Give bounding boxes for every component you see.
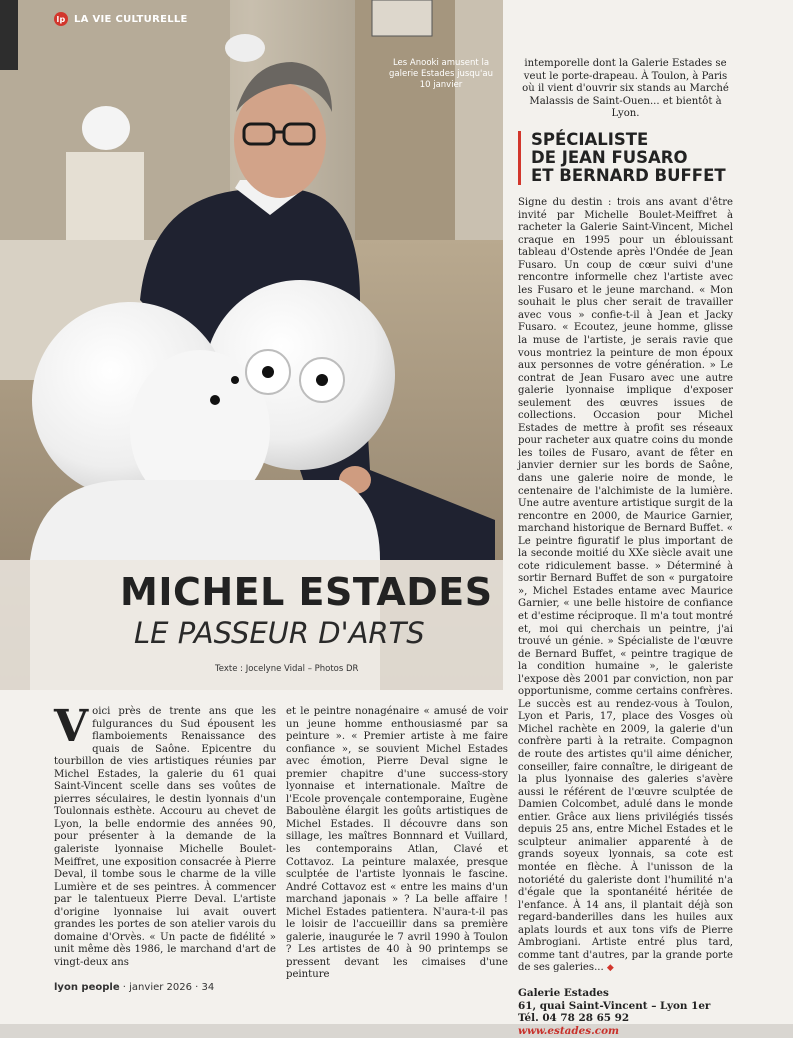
body-column-2-text: et le peintre nonagénaire « amusé de voir un jeune homme enthousiasmé par sa peinture ». « Premier artiste à me faire confiance », se souvient Michel Estades avec émotion, Pierre Deval signe le premier chapitre d'une success-story lyonnaise et internationale. Maître de l'Ecole provençale contemporaine, Eugène Baboulène élargit les goûts artistiques de Michel Estades. Il découvre dans son sillage, les maîtres Bonnnard et Vuillard, les contemporains Atlan, Clavé et Cottavoz. La peinture malaxée, presque sculptée de l'artiste lyonnais le fascine. André Cottavoz est « entre les mains d'un marchand japonais » ? La belle affaire ! Michel Estades patientera. N'aura-t-il pas le loisir de l'accueillir dans sa première galerie, inaugurée le 7 avril 1990 à Toulon ? Les artistes de 40 à 90 printemps se pressent devant les cimaises d'une peinture	[286, 706, 508, 981]
section-label: LA VIE CULTURELLE	[74, 13, 188, 25]
side-heading-line1: SPÉCIALISTE	[531, 129, 649, 149]
credit-photos: – Photos DR	[307, 664, 359, 674]
right-column	[518, 58, 733, 1038]
headline: MICHEL ESTADES	[120, 570, 493, 614]
body-column-2	[286, 706, 508, 982]
intro-continuation: intemporelle dont la Galerie Estades se veut le porte-drapeau. À Toulon, à Paris où il vient d'ouvrir six stands au Marché Malassis de Saint-Ouen... et bientôt à Lyon.	[522, 58, 729, 120]
drop-cap: V	[54, 701, 89, 752]
page-number: 34	[201, 982, 215, 993]
page-footer	[54, 982, 214, 993]
section-tag	[54, 12, 188, 26]
gallery-url[interactable]: www.estades.com	[518, 1025, 619, 1038]
side-heading-line3: ET BERNARD BUFFET	[531, 165, 726, 185]
cover-photo	[0, 0, 503, 690]
gallery-name: Galerie Estades	[518, 986, 609, 999]
photo-credit	[215, 664, 358, 674]
photo-caption: Les Anooki amusent la galerie Estades jusqu'au 10 janvier	[389, 58, 493, 90]
body-column-1	[54, 701, 276, 969]
gallery-phone: Tél. 04 78 28 65 92	[518, 1012, 630, 1025]
magazine-name: lyon people	[54, 982, 120, 993]
end-mark-icon: ◆	[606, 963, 614, 974]
gallery-address: 61, quai Saint-Vincent – Lyon 1er	[518, 999, 711, 1012]
right-column-text	[518, 197, 733, 975]
credit-author: Jocelyne Vidal	[245, 664, 305, 674]
issue-date: · janvier 2026 ·	[122, 982, 199, 993]
credit-label: Texte :	[215, 664, 243, 674]
gallery-info	[518, 987, 733, 1038]
side-heading-line2: DE JEAN FUSARO	[531, 147, 688, 167]
lp-logo-icon: lp	[54, 12, 68, 26]
side-heading	[518, 131, 733, 185]
right-column-body: Signe du destin : trois ans avant d'être invité par Michelle Boulet-Meiffret à racheter la Galerie Saint-Vincent, Michel craque en 1995 pour un éblouissant tableau d'Ostende après l'Ondée de Jean Fusaro. Un coup de cœur suivi d'une rencontre informelle chez l'artiste avec les Fusaro et le jeune marchand. « Mon souhait le plus cher serait de travailler avec vous » confie-t-il à Jean et Jacky Fusaro. « Ecoutez, jeune homme, glisse la muse de l'artiste, je serais ravie que vous montriez la peinture de mon époux aux personnes de votre génération. » Le contrat de Jean Fusaro avec une autre galerie lyonnaise implique d'exposer seulement des œuvres issues de collections. Occasion pour Michel Estades de mettre à profit ses réseaux pour racheter aux quatre coins du monde les toiles de Fusaro, avant de fêter en janvier dernier sur les bords de Saône, dans une galerie noire de monde, le centenaire de l'alchimiste de la lumière. Une autre aventure artistique surgit de la rencontre en 2000, de Maurice Garnier, marchand historique de Bernard Buffet. « Le peintre figuratif le plus important de la seconde moitié du XXe siècle avait une cote ridiculement basse. » Déterminé à sortir Bernard Buffet de son « purgatoire », Michel Estades entame avec Maurice Garnier, « une belle histoire de confiance et d'estime réciproque. Il m'a tout montré et, moi qui cherchais un peintre, j'ai trouvé un génie. » Spécialiste de l'œuvre de Bernard Buffet, « peintre tragique de la condition humaine », le galeriste l'expose dès 2001 par conviction, non par opportunisme, comme certains confrères. Le succès est au rendez-vous à Toulon, Lyon et Paris, 17, place des Vosges où Michel rachète en 2009, la galerie d'un confrère parti à la retraite. Compagnon de route des artistes qu'il aime dénicher, conseiller, faire connaître, le dirigeant de la plus lyonnaise des galeries s'avère aussi le référent de l'œuvre sculptée de Damien Colcombet, adulé dans le monde entier. Grâce aux liens privilégiés tissés depuis 25 ans, entre Michel Estades et le sculpteur animalier apparenté à de grands soyeux lyonnais, sa cote est montée en flèche. À l'unisson de la notoriété du galeriste dont l'humilité n'a d'égale que la spontanéité héritée de l'enfance. À 14 ans, il plantait déjà son regard-banderilles dans les huiles aux aplats lourds et aux tons vifs de Pierre Ambrogiani. Artiste entré plus tard, comme tant d'autres, par la grande porte de ses galeries...	[518, 196, 733, 974]
subheadline: LE PASSEUR D'ARTS	[134, 616, 425, 650]
body-column-1-text: oici près de trente ans que les fulgurances du Sud épousent les flamboiements Renaissance des quais de Saône. Epicentre du tourbillon de vies artistiques réunies par Michel Estades, la galerie du 61 quai Saint-Vincent scelle dans ses voûtes de pierres séculaires, le destin lyonnais d'un Toulonnais esthète. Accouru au chevet de Lyon, la belle endormie des années 90, pour présenter à la demande de la galeriste lyonnaise Michelle Boulet-Meiffret, une exposition consacrée à Pierre Deval, il tombe sous le charme de la ville Lumière et de ses peintres. À commencer par le talentueux Pierre Deval. L'artiste d'origine lyonnaise lui avait ouvert grandes les portes de son atelier varois du domaine d'Orvès. « Un pacte de fidélité » unit même dès 1986, le marchand d'art de vingt-deux ans	[54, 706, 276, 968]
